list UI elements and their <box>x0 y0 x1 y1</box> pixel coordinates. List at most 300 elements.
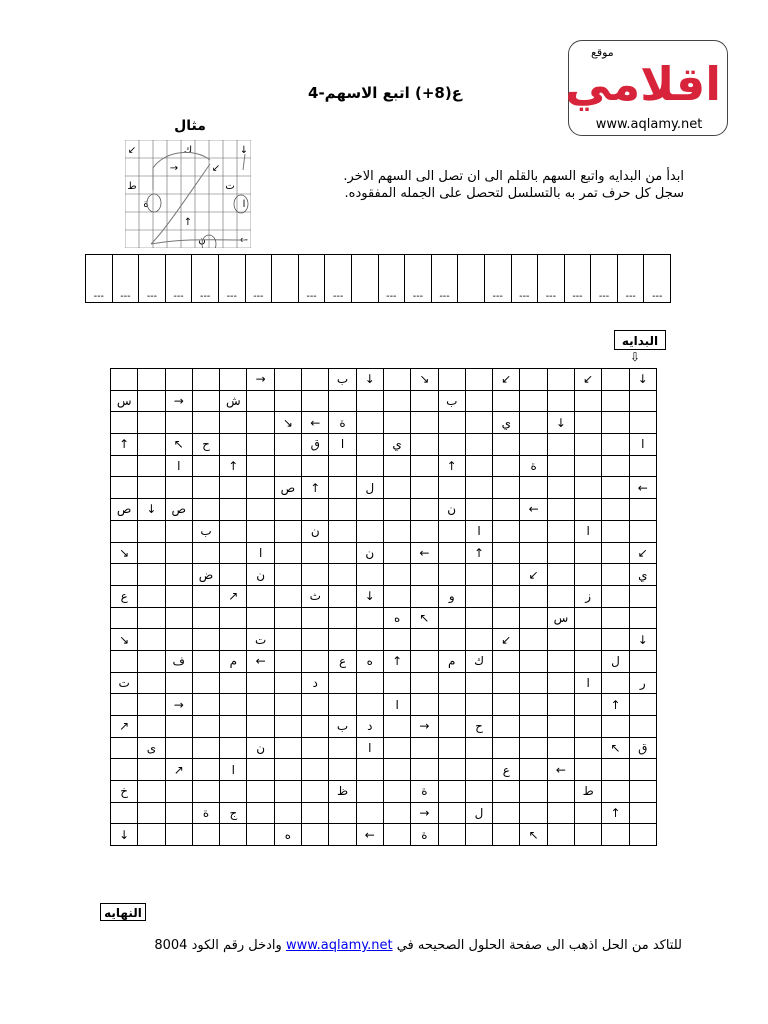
grid-cell[interactable] <box>165 412 192 434</box>
grid-cell[interactable] <box>138 737 165 759</box>
grid-cell[interactable] <box>192 672 219 694</box>
grid-cell[interactable] <box>383 434 410 456</box>
grid-cell[interactable] <box>192 499 219 521</box>
grid-cell[interactable] <box>356 542 383 564</box>
grid-cell[interactable] <box>520 564 547 586</box>
grid-cell[interactable] <box>165 434 192 456</box>
grid-cell[interactable] <box>602 629 629 651</box>
grid-cell[interactable] <box>220 520 247 542</box>
grid-cell[interactable] <box>302 499 329 521</box>
grid-cell[interactable] <box>547 672 574 694</box>
grid-cell[interactable] <box>493 585 520 607</box>
grid-cell[interactable] <box>356 824 383 846</box>
grid-cell[interactable] <box>111 607 138 629</box>
grid-cell[interactable] <box>493 716 520 738</box>
grid-cell[interactable] <box>411 520 438 542</box>
grid-cell[interactable] <box>602 781 629 803</box>
grid-cell[interactable] <box>165 629 192 651</box>
grid-cell[interactable] <box>302 672 329 694</box>
grid-cell[interactable] <box>465 716 492 738</box>
grid-cell[interactable] <box>192 781 219 803</box>
answer-box[interactable]: --- <box>139 255 166 303</box>
grid-cell[interactable] <box>356 520 383 542</box>
grid-cell[interactable] <box>356 650 383 672</box>
grid-cell[interactable] <box>438 412 465 434</box>
grid-cell[interactable] <box>602 824 629 846</box>
grid-cell[interactable] <box>356 716 383 738</box>
grid-cell[interactable] <box>438 672 465 694</box>
grid-cell[interactable] <box>411 737 438 759</box>
grid-cell[interactable] <box>493 455 520 477</box>
grid-cell[interactable] <box>575 607 602 629</box>
grid-cell[interactable] <box>356 737 383 759</box>
grid-cell[interactable] <box>165 650 192 672</box>
grid-cell[interactable] <box>165 542 192 564</box>
answer-box[interactable]: --- <box>218 255 245 303</box>
grid-cell[interactable] <box>247 737 274 759</box>
grid-cell[interactable] <box>220 499 247 521</box>
grid-cell[interactable] <box>575 477 602 499</box>
grid-cell[interactable] <box>547 629 574 651</box>
grid-cell[interactable] <box>111 477 138 499</box>
grid-cell[interactable] <box>165 737 192 759</box>
grid-cell[interactable] <box>411 585 438 607</box>
grid-cell[interactable] <box>575 564 602 586</box>
grid-cell[interactable] <box>302 585 329 607</box>
grid-cell[interactable] <box>192 564 219 586</box>
grid-cell[interactable] <box>274 369 301 391</box>
grid-cell[interactable] <box>575 737 602 759</box>
grid-cell[interactable] <box>383 716 410 738</box>
grid-cell[interactable] <box>247 499 274 521</box>
grid-cell[interactable] <box>274 542 301 564</box>
grid-cell[interactable] <box>629 542 656 564</box>
grid-cell[interactable] <box>165 716 192 738</box>
grid-cell[interactable] <box>438 824 465 846</box>
grid-cell[interactable] <box>302 802 329 824</box>
grid-cell[interactable] <box>493 499 520 521</box>
grid-cell[interactable] <box>165 455 192 477</box>
grid-cell[interactable] <box>465 564 492 586</box>
answer-box[interactable]: --- <box>298 255 325 303</box>
grid-cell[interactable] <box>356 477 383 499</box>
grid-cell[interactable] <box>356 412 383 434</box>
grid-cell[interactable] <box>438 759 465 781</box>
grid-cell[interactable] <box>329 477 356 499</box>
grid-cell[interactable] <box>274 759 301 781</box>
grid-cell[interactable] <box>302 737 329 759</box>
grid-cell[interactable] <box>520 629 547 651</box>
answer-box[interactable]: --- <box>617 255 644 303</box>
grid-cell[interactable] <box>629 737 656 759</box>
grid-cell[interactable] <box>493 629 520 651</box>
grid-cell[interactable] <box>411 759 438 781</box>
grid-cell[interactable] <box>165 694 192 716</box>
grid-cell[interactable] <box>138 520 165 542</box>
grid-cell[interactable] <box>602 650 629 672</box>
grid-cell[interactable] <box>575 542 602 564</box>
grid-cell[interactable] <box>138 564 165 586</box>
grid-cell[interactable] <box>302 607 329 629</box>
grid-cell[interactable] <box>493 412 520 434</box>
grid-cell[interactable] <box>411 672 438 694</box>
grid-cell[interactable] <box>520 369 547 391</box>
grid-cell[interactable] <box>411 629 438 651</box>
grid-cell[interactable] <box>111 737 138 759</box>
grid-cell[interactable] <box>602 455 629 477</box>
answer-box[interactable]: --- <box>511 255 538 303</box>
grid-cell[interactable] <box>329 520 356 542</box>
grid-cell[interactable] <box>520 650 547 672</box>
grid-cell[interactable] <box>192 520 219 542</box>
grid-cell[interactable] <box>602 520 629 542</box>
answer-box[interactable]: --- <box>325 255 352 303</box>
grid-cell[interactable] <box>629 455 656 477</box>
grid-cell[interactable] <box>165 824 192 846</box>
grid-cell[interactable] <box>274 716 301 738</box>
grid-cell[interactable] <box>438 499 465 521</box>
grid-cell[interactable] <box>602 737 629 759</box>
answer-box[interactable] <box>272 255 299 303</box>
grid-cell[interactable] <box>220 716 247 738</box>
grid-cell[interactable] <box>602 499 629 521</box>
grid-cell[interactable] <box>356 672 383 694</box>
grid-cell[interactable] <box>329 585 356 607</box>
grid-cell[interactable] <box>220 412 247 434</box>
grid-cell[interactable] <box>438 585 465 607</box>
grid-cell[interactable] <box>220 564 247 586</box>
grid-cell[interactable] <box>575 650 602 672</box>
grid-cell[interactable] <box>247 650 274 672</box>
grid-cell[interactable] <box>520 477 547 499</box>
grid-cell[interactable] <box>329 824 356 846</box>
grid-cell[interactable] <box>411 390 438 412</box>
grid-cell[interactable] <box>356 759 383 781</box>
grid-cell[interactable] <box>383 607 410 629</box>
grid-cell[interactable] <box>383 477 410 499</box>
grid-cell[interactable] <box>247 412 274 434</box>
grid-cell[interactable] <box>220 781 247 803</box>
grid-cell[interactable] <box>111 672 138 694</box>
grid-cell[interactable] <box>138 455 165 477</box>
grid-cell[interactable] <box>192 650 219 672</box>
grid-cell[interactable] <box>629 585 656 607</box>
grid-cell[interactable] <box>111 694 138 716</box>
grid-cell[interactable] <box>329 629 356 651</box>
grid-cell[interactable] <box>547 824 574 846</box>
grid-cell[interactable] <box>356 455 383 477</box>
grid-cell[interactable] <box>274 629 301 651</box>
grid-cell[interactable] <box>438 650 465 672</box>
grid-cell[interactable] <box>383 694 410 716</box>
grid-cell[interactable] <box>165 390 192 412</box>
grid-cell[interactable] <box>383 802 410 824</box>
grid-cell[interactable] <box>138 412 165 434</box>
grid-cell[interactable] <box>493 759 520 781</box>
grid-cell[interactable] <box>302 759 329 781</box>
grid-cell[interactable] <box>302 412 329 434</box>
grid-cell[interactable] <box>383 520 410 542</box>
grid-cell[interactable] <box>220 629 247 651</box>
answer-box[interactable]: --- <box>192 255 219 303</box>
grid-cell[interactable] <box>575 759 602 781</box>
answer-box[interactable]: --- <box>378 255 405 303</box>
grid-cell[interactable] <box>329 564 356 586</box>
grid-cell[interactable] <box>247 520 274 542</box>
grid-cell[interactable] <box>602 585 629 607</box>
grid-cell[interactable] <box>383 499 410 521</box>
grid-cell[interactable] <box>629 477 656 499</box>
grid-cell[interactable] <box>247 824 274 846</box>
grid-cell[interactable] <box>547 737 574 759</box>
grid-cell[interactable] <box>192 390 219 412</box>
grid-cell[interactable] <box>329 802 356 824</box>
grid-cell[interactable] <box>575 716 602 738</box>
grid-cell[interactable] <box>138 802 165 824</box>
grid-cell[interactable] <box>520 716 547 738</box>
grid-cell[interactable] <box>575 629 602 651</box>
grid-cell[interactable] <box>438 542 465 564</box>
grid-cell[interactable] <box>493 477 520 499</box>
grid-cell[interactable] <box>575 802 602 824</box>
grid-cell[interactable] <box>274 672 301 694</box>
grid-cell[interactable] <box>356 694 383 716</box>
grid-cell[interactable] <box>575 694 602 716</box>
grid-cell[interactable] <box>465 781 492 803</box>
grid-cell[interactable] <box>111 585 138 607</box>
grid-cell[interactable] <box>465 412 492 434</box>
site-logo[interactable] <box>565 40 728 136</box>
grid-cell[interactable] <box>547 650 574 672</box>
grid-cell[interactable] <box>138 369 165 391</box>
grid-cell[interactable] <box>329 607 356 629</box>
grid-cell[interactable] <box>629 802 656 824</box>
grid-cell[interactable] <box>356 499 383 521</box>
grid-cell[interactable] <box>602 672 629 694</box>
grid-cell[interactable] <box>493 542 520 564</box>
grid-cell[interactable] <box>383 629 410 651</box>
grid-cell[interactable] <box>493 672 520 694</box>
grid-cell[interactable] <box>165 802 192 824</box>
grid-cell[interactable] <box>411 434 438 456</box>
footer-link[interactable]: www.aqlamy.net <box>285 938 393 953</box>
answer-box[interactable]: --- <box>564 255 591 303</box>
grid-cell[interactable] <box>302 564 329 586</box>
grid-cell[interactable] <box>356 390 383 412</box>
grid-cell[interactable] <box>274 520 301 542</box>
grid-cell[interactable] <box>274 564 301 586</box>
grid-cell[interactable] <box>629 390 656 412</box>
grid-cell[interactable] <box>111 369 138 391</box>
grid-cell[interactable] <box>575 781 602 803</box>
answer-box[interactable]: --- <box>644 255 671 303</box>
grid-cell[interactable] <box>247 585 274 607</box>
grid-cell[interactable] <box>111 802 138 824</box>
grid-cell[interactable] <box>629 672 656 694</box>
grid-cell[interactable] <box>138 781 165 803</box>
grid-cell[interactable] <box>302 520 329 542</box>
grid-cell[interactable] <box>274 390 301 412</box>
grid-cell[interactable] <box>247 477 274 499</box>
grid-cell[interactable] <box>165 607 192 629</box>
grid-cell[interactable] <box>302 542 329 564</box>
grid-cell[interactable] <box>411 412 438 434</box>
grid-cell[interactable] <box>192 629 219 651</box>
grid-cell[interactable] <box>111 564 138 586</box>
answer-box[interactable]: --- <box>86 255 113 303</box>
grid-cell[interactable] <box>465 434 492 456</box>
grid-cell[interactable] <box>547 759 574 781</box>
grid-cell[interactable] <box>547 564 574 586</box>
grid-cell[interactable] <box>138 477 165 499</box>
grid-cell[interactable] <box>274 499 301 521</box>
grid-cell[interactable] <box>465 824 492 846</box>
answer-box[interactable]: --- <box>431 255 458 303</box>
answer-box[interactable]: --- <box>245 255 272 303</box>
grid-cell[interactable] <box>520 585 547 607</box>
grid-cell[interactable] <box>247 390 274 412</box>
grid-cell[interactable] <box>493 520 520 542</box>
grid-cell[interactable] <box>547 499 574 521</box>
grid-cell[interactable] <box>575 434 602 456</box>
grid-cell[interactable] <box>438 564 465 586</box>
grid-cell[interactable] <box>111 412 138 434</box>
grid-cell[interactable] <box>165 564 192 586</box>
grid-cell[interactable] <box>329 694 356 716</box>
grid-cell[interactable] <box>547 455 574 477</box>
grid-cell[interactable] <box>383 564 410 586</box>
grid-cell[interactable] <box>302 477 329 499</box>
grid-cell[interactable] <box>602 542 629 564</box>
grid-cell[interactable] <box>411 455 438 477</box>
grid-cell[interactable] <box>383 585 410 607</box>
grid-cell[interactable] <box>165 781 192 803</box>
grid-cell[interactable] <box>520 390 547 412</box>
grid-cell[interactable] <box>602 434 629 456</box>
grid-cell[interactable] <box>520 802 547 824</box>
grid-cell[interactable] <box>192 585 219 607</box>
grid-cell[interactable] <box>247 434 274 456</box>
grid-cell[interactable] <box>547 607 574 629</box>
grid-cell[interactable] <box>602 369 629 391</box>
grid-cell[interactable] <box>192 716 219 738</box>
grid-cell[interactable] <box>356 434 383 456</box>
grid-cell[interactable] <box>302 694 329 716</box>
grid-cell[interactable] <box>111 824 138 846</box>
grid-cell[interactable] <box>411 477 438 499</box>
grid-cell[interactable] <box>329 542 356 564</box>
grid-cell[interactable] <box>356 802 383 824</box>
grid-cell[interactable] <box>547 520 574 542</box>
grid-cell[interactable] <box>138 759 165 781</box>
grid-cell[interactable] <box>520 434 547 456</box>
grid-cell[interactable] <box>274 781 301 803</box>
grid-cell[interactable] <box>383 455 410 477</box>
answer-box[interactable]: --- <box>112 255 139 303</box>
grid-cell[interactable] <box>383 412 410 434</box>
grid-cell[interactable] <box>383 824 410 846</box>
grid-cell[interactable] <box>192 694 219 716</box>
grid-cell[interactable] <box>220 369 247 391</box>
grid-cell[interactable] <box>192 737 219 759</box>
grid-cell[interactable] <box>411 781 438 803</box>
grid-cell[interactable] <box>547 412 574 434</box>
grid-cell[interactable] <box>547 542 574 564</box>
grid-cell[interactable] <box>465 802 492 824</box>
grid-cell[interactable] <box>220 672 247 694</box>
grid-cell[interactable] <box>602 694 629 716</box>
grid-cell[interactable] <box>329 672 356 694</box>
grid-cell[interactable] <box>274 434 301 456</box>
grid-cell[interactable] <box>629 499 656 521</box>
grid-cell[interactable] <box>438 520 465 542</box>
grid-cell[interactable] <box>274 412 301 434</box>
grid-cell[interactable] <box>465 694 492 716</box>
grid-cell[interactable] <box>274 607 301 629</box>
grid-cell[interactable] <box>602 390 629 412</box>
grid-cell[interactable] <box>411 694 438 716</box>
grid-cell[interactable] <box>383 390 410 412</box>
grid-cell[interactable] <box>247 542 274 564</box>
grid-cell[interactable] <box>520 737 547 759</box>
grid-cell[interactable] <box>383 672 410 694</box>
answer-box[interactable] <box>351 255 378 303</box>
grid-cell[interactable] <box>192 759 219 781</box>
grid-cell[interactable] <box>520 412 547 434</box>
grid-cell[interactable] <box>302 824 329 846</box>
grid-cell[interactable] <box>629 716 656 738</box>
grid-cell[interactable] <box>493 564 520 586</box>
grid-cell[interactable] <box>411 499 438 521</box>
grid-cell[interactable] <box>411 824 438 846</box>
grid-cell[interactable] <box>329 434 356 456</box>
grid-cell[interactable] <box>575 369 602 391</box>
grid-cell[interactable] <box>220 694 247 716</box>
grid-cell[interactable] <box>465 390 492 412</box>
grid-cell[interactable] <box>274 585 301 607</box>
grid-cell[interactable] <box>220 824 247 846</box>
grid-cell[interactable] <box>465 477 492 499</box>
grid-cell[interactable] <box>220 455 247 477</box>
grid-cell[interactable] <box>383 781 410 803</box>
grid-cell[interactable] <box>493 802 520 824</box>
grid-cell[interactable] <box>138 499 165 521</box>
grid-cell[interactable] <box>438 802 465 824</box>
grid-cell[interactable] <box>138 585 165 607</box>
grid-cell[interactable] <box>465 607 492 629</box>
grid-cell[interactable] <box>302 629 329 651</box>
grid-cell[interactable] <box>602 802 629 824</box>
grid-cell[interactable] <box>465 369 492 391</box>
answer-box[interactable]: --- <box>165 255 192 303</box>
grid-cell[interactable] <box>302 781 329 803</box>
grid-cell[interactable] <box>247 607 274 629</box>
grid-cell[interactable] <box>438 716 465 738</box>
grid-cell[interactable] <box>493 737 520 759</box>
grid-cell[interactable] <box>602 564 629 586</box>
grid-cell[interactable] <box>302 434 329 456</box>
grid-cell[interactable] <box>465 542 492 564</box>
grid-cell[interactable] <box>192 434 219 456</box>
grid-cell[interactable] <box>192 455 219 477</box>
grid-cell[interactable] <box>465 629 492 651</box>
grid-cell[interactable] <box>520 672 547 694</box>
grid-cell[interactable] <box>220 542 247 564</box>
grid-cell[interactable] <box>520 759 547 781</box>
answer-box[interactable]: --- <box>538 255 565 303</box>
grid-cell[interactable] <box>465 455 492 477</box>
grid-cell[interactable] <box>493 781 520 803</box>
